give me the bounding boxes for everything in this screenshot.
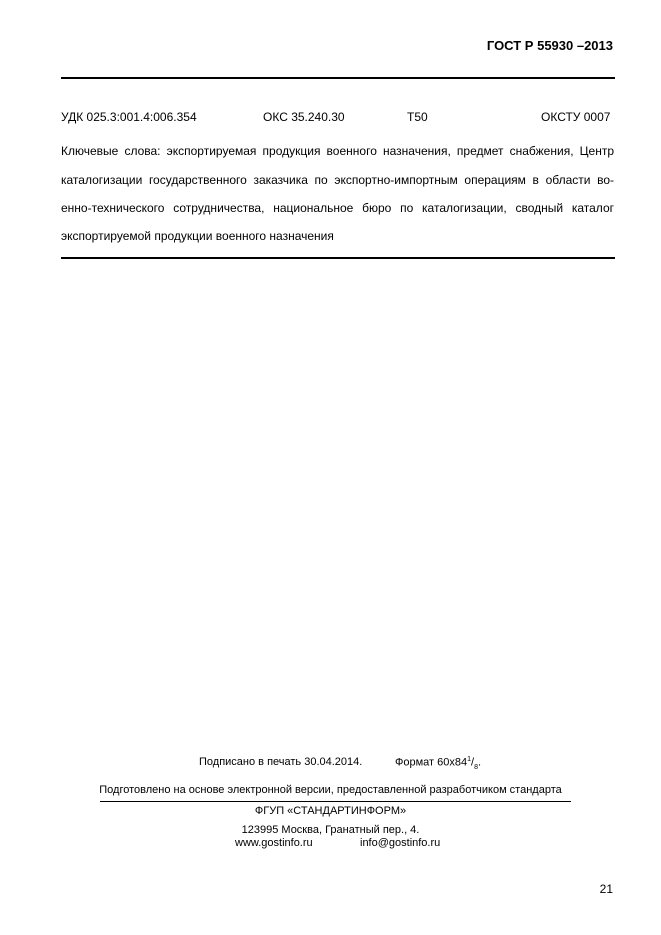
publisher-address: 123995 Москва, Гранатный пер., 4. [241,824,420,836]
imprint-rule [100,801,571,802]
format-label: Формат 60x84 [395,756,468,769]
signed-date: Подписано в печать 30.04.2014. [199,756,363,768]
format-numerator: 1 [467,756,472,763]
keywords-rule [61,257,615,259]
page-number: 21 [599,882,613,896]
header-rule [61,77,615,79]
udk-code: УДК 025.3:001.4:006.354 [61,110,197,124]
prepared-note: Подготовлено на основе электронной версии, предоставленной разработчиком стандарта [99,784,562,796]
group-code: Т50 [407,110,428,124]
format-end: . [477,756,482,769]
keywords-line: Ключевые слова: экспортируемая продукция военного назначения, предмет снабжения, Центр [61,144,614,158]
publisher-name: ФГУП «СТАНДАРТИНФОРМ» [254,805,407,817]
oks-code: ОКС 35.240.30 [263,110,345,124]
paper-format: Формат $60x84^1/_8$. [395,756,482,771]
format-denominator: 8 [474,763,478,771]
okstu-code: ОКСТУ 0007 [541,110,611,124]
standard-number: ГОСТ Р 55930 –2013 [486,38,613,53]
publisher-email: info@gostinfo.ru [360,837,441,849]
keywords-line: енно-технического сотрудничества, национальное бюро по каталогизации, сводный каталог [61,201,614,215]
keywords-line: экспортируемой продукции военного назначения [61,229,334,243]
publisher-website: www.gostinfo.ru [235,837,313,849]
keywords-line: каталогизации государственного заказчика по экспортно-импортным операциям в области во- [61,173,614,187]
